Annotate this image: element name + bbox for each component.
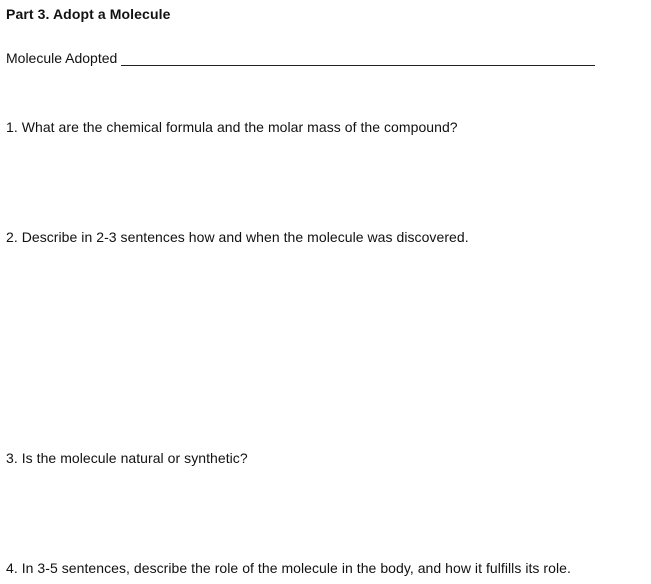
molecule-adopted-row [6, 50, 595, 66]
question-4: 4. In 3-5 sentences, describe the role of the molecule in the body, and how it fulfills its role. [6, 560, 571, 576]
page-title: Part 3. Adopt a Molecule [6, 6, 171, 22]
question-3: 3. Is the molecule natural or synthetic? [6, 450, 248, 466]
molecule-adopted-label: Molecule Adopted [6, 50, 118, 66]
question-1: 1. What are the chemical formula and the molar mass of the compound? [6, 119, 458, 135]
molecule-adopted-answer-line[interactable] [121, 51, 595, 66]
question-2: 2. Describe in 2-3 sentences how and when the molecule was discovered. [6, 229, 469, 245]
